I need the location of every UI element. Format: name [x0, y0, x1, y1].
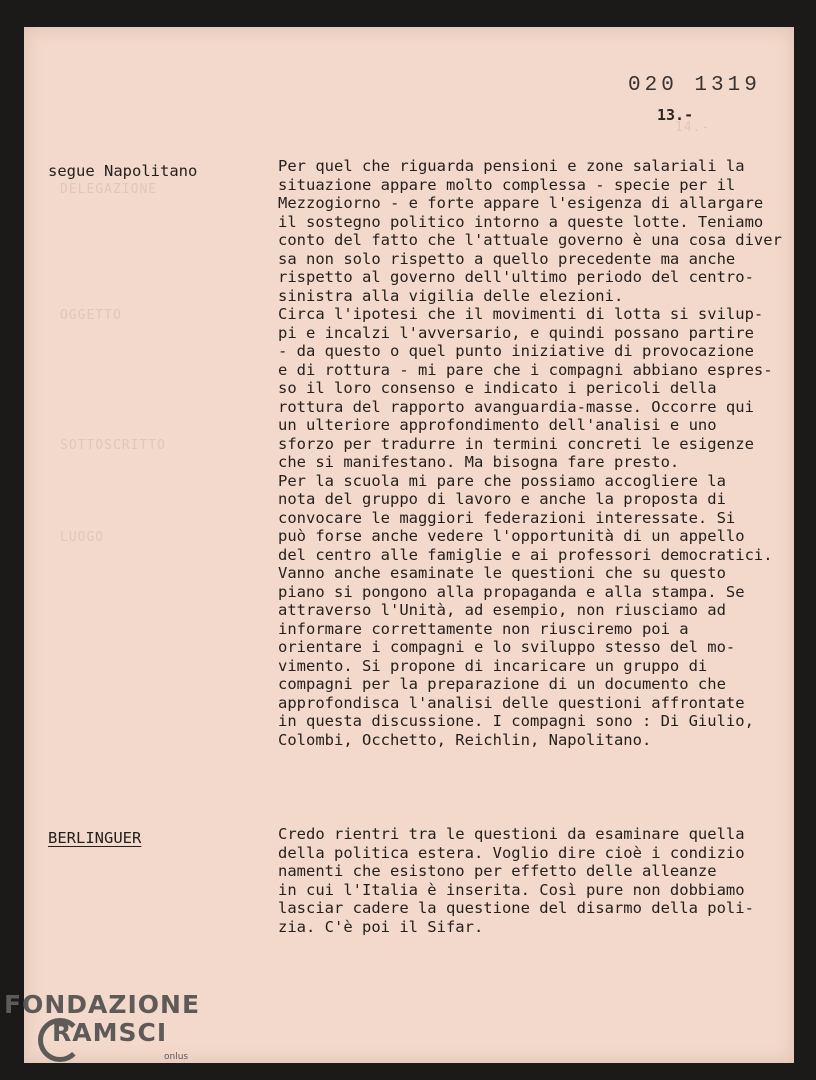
text-line: in cui l'Italia è inserita. Così pure non dobbiamo — [278, 880, 745, 899]
text-line: Per la scuola mi pare che possiamo accogliere la — [278, 471, 726, 490]
text-line: orientare i compagni e lo sviluppo stesso del mo- — [278, 638, 736, 656]
text-line: il sostegno politico intorno a queste lotte. Teniamo — [278, 212, 764, 231]
text-line: vimento. Si propone di incaricare un gruppo di — [278, 656, 708, 675]
text-line: namenti che esistono per effetto delle alleanze — [278, 862, 717, 880]
text-line: lasciar cadere la questione del disarmo della poli- — [278, 899, 754, 917]
text-line: approfondisca l'analisi delle questioni affrontate — [278, 693, 745, 712]
text-line: rispetto al governo dell'ultimo periodo del centro- — [278, 268, 754, 286]
ghost-label: OGGETTO — [60, 308, 122, 323]
logo-line-2: RAMSCI — [52, 1018, 168, 1047]
text-line: informare correttamente non riusciremo poi a — [278, 619, 689, 638]
ghost-label: 14.- — [675, 120, 711, 135]
text-line: - da questo o quel punto iniziative di provocazione — [278, 342, 754, 360]
logo-line-1: FONDAZIONE — [4, 990, 201, 1019]
text-line: Mezzogiorno - e forte appare l'esigenza di allargare — [278, 194, 764, 212]
text-line: convocare le maggiori federazioni interessate. Si — [278, 508, 736, 527]
text-line: Per quel che riguarda pensioni e zone salariali la — [278, 157, 745, 175]
text-line: compagni per la preparazione di un documento che — [278, 675, 726, 693]
text-line: situazione appare molto complessa - specie per il — [278, 175, 736, 194]
speaker-name: BERLINGUER — [48, 829, 142, 847]
text-line: piano si pongono alla propaganda e alla stampa. Se — [278, 582, 745, 601]
page-number: 13.- — [657, 106, 694, 124]
text-line: zia. C'è poi il Sifar. — [278, 917, 484, 936]
text-line: conto del fatto che l'attuale governo è una cosa diver — [278, 231, 782, 249]
text-line: che si manifestano. Ma bisogna fare presto. — [278, 453, 680, 471]
text-line: sforzo per tradurre in termini concreti le esigenze — [278, 434, 754, 453]
speech-text — [278, 157, 793, 749]
speech-text — [278, 825, 793, 936]
text-line: sinistra alla vigilia delle elezioni. — [278, 286, 624, 305]
text-line: e di rottura - mi pare che i compagni abbiano espres- — [278, 360, 773, 379]
fondazione-gramsci-logo — [4, 990, 204, 1070]
text-line: può forse anche vedere l'opportunità di un appello — [278, 527, 745, 545]
text-line: della politica estera. Voglio dire cioè i condizio — [278, 843, 745, 862]
speaker-name: segue Napolitano — [48, 162, 198, 180]
text-line: un ulteriore approfondimento dell'analisi e uno — [278, 416, 717, 434]
text-line: rottura del rapporto avanguardia-masse. Occorre qui — [278, 397, 754, 416]
text-line: so il loro consenso e indicato i pericoli della — [278, 379, 717, 397]
text-line: in questa discussione. I compagni sono : Di Giulio, — [278, 712, 754, 730]
text-line: Vanno anche esaminate le questioni che su questo — [278, 564, 726, 582]
ghost-label: DELEGAZIONE — [60, 182, 158, 197]
text-line: sa non solo rispetto a quello precedente ma anche — [278, 249, 736, 268]
logo-suffix: onlus — [164, 1052, 189, 1062]
text-line: pi e incalzi l'avversario, e quindi possano partire — [278, 323, 754, 342]
text-line: attraverso l'Unità, ad esempio, non riusciamo ad — [278, 601, 726, 619]
text-line: Circa l'ipotesi che il movimenti di lotta si svilup- — [278, 305, 764, 323]
text-line: Colombi, Occhetto, Reichlin, Napolitano. — [278, 730, 652, 749]
ghost-label: LUOGO — [60, 530, 105, 545]
ghost-label: SOTTOSCRITTO — [60, 438, 166, 453]
text-line: nota del gruppo di lavoro e anche la proposta di — [278, 490, 726, 508]
text-line: del centro alle famiglie e ai professori democratici. — [278, 545, 773, 564]
archive-number: 020 1319 — [628, 74, 761, 97]
text-line: Credo rientri tra le questioni da esaminare quella — [278, 825, 745, 843]
